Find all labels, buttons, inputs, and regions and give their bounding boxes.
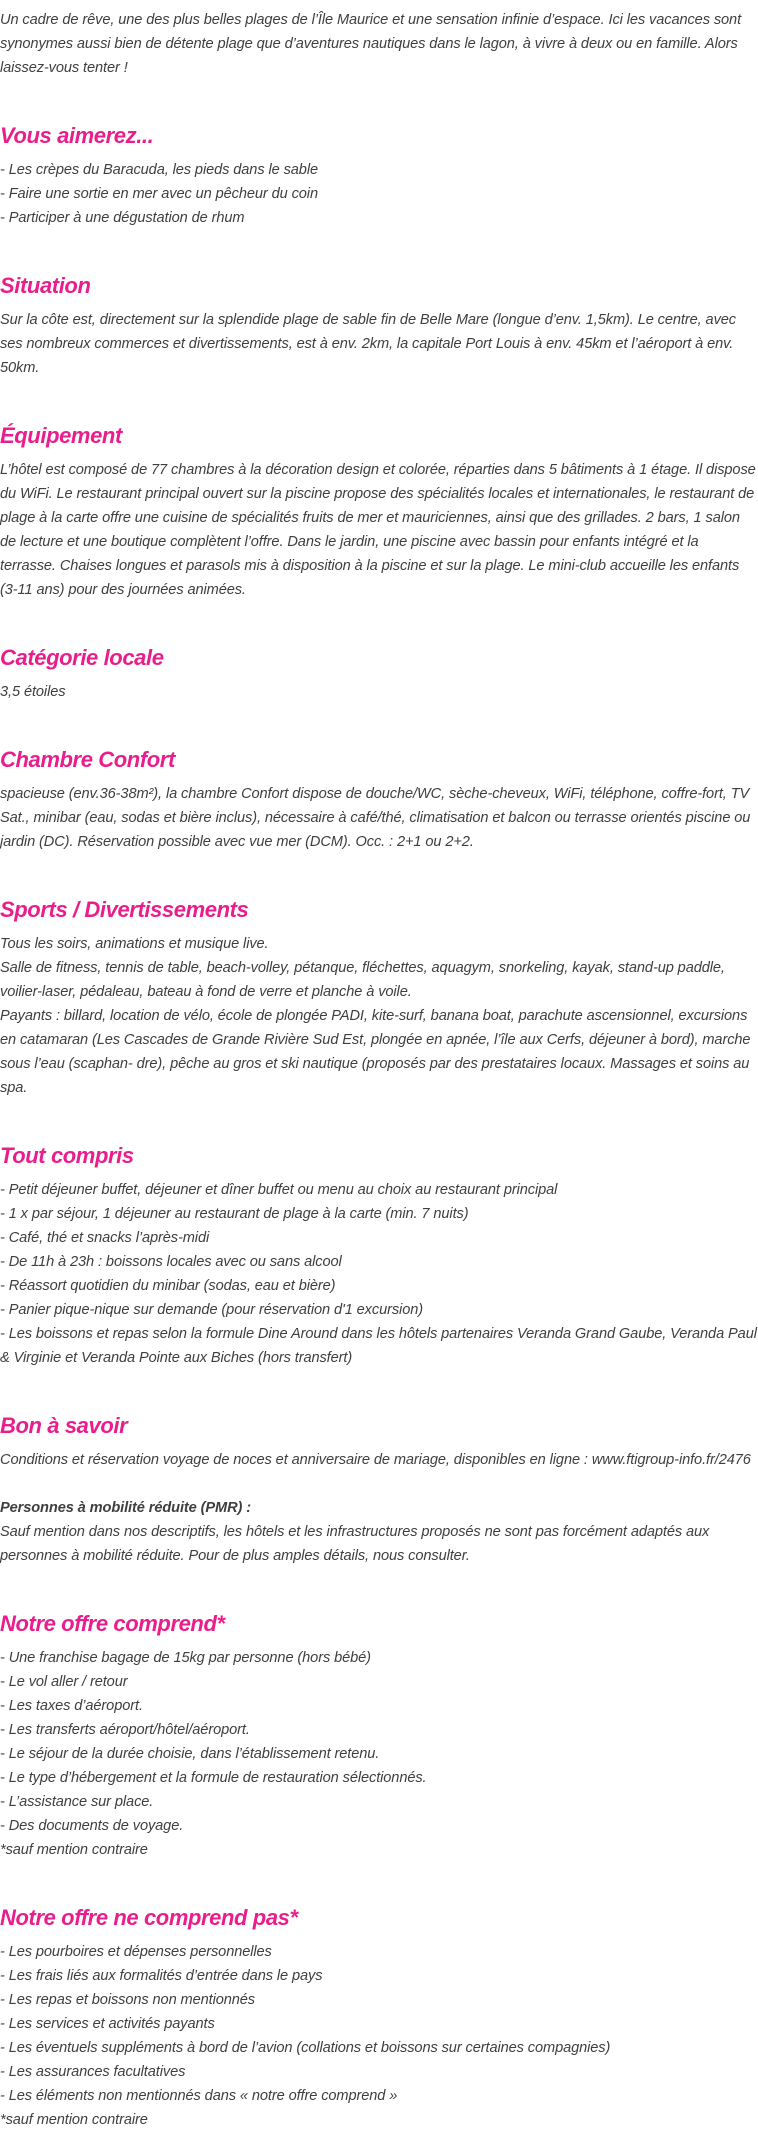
list-item: - Les taxes d’aéroport. [0, 1698, 143, 1714]
section-title: Catégorie locale [0, 645, 164, 670]
section-list [0, 932, 758, 1100]
list-item: - Les assurances facultatives [0, 2064, 186, 2080]
list-item: - Réassort quotidien du minibar (sodas, eau et bière) [0, 1278, 336, 1294]
list-item: - Panier pique-nique sur demande (pour réservation d'1 excursion) [0, 1302, 423, 1318]
section-list [0, 1178, 758, 1370]
intro-paragraph: Un cadre de rêve, une des plus belles plages de l’Île Maurice et une sensation infinie d’espace. Ici les vacances sont synonymes aussi bien de détente plage que d’aventures nautiques dans le lagon, à vivre à deux ou en famille. Alors laissez-vous tenter ! [0, 12, 742, 76]
section-title: Notre offre comprend* [0, 1611, 225, 1636]
section-text: Sur la côte est, directement sur la splendide plage de sable fin de Belle Mare (longue d’env. 1,5km). Le centre, avec ses nombreux commerces et divertissements, est à env. 2km, la capitale Port Louis à env. 45km et l’aéroport à env. 50km. [0, 312, 736, 376]
list-item: Payants : billard, location de vélo, école de plongée PADI, kite-surf, banana boat, parachute ascensionnel, excursions en catamaran (Les Cascades de Grande Rivière Sud Est, plongée en apnée, l’île aux Cerfs, déjeuner à bord), marche sous l’eau (scaphan- dre), pêche au gros et ski nautique (proposés par des prestataires locaux. Massages et soins au spa. [0, 1008, 751, 1096]
section-tout-compris [0, 1142, 758, 1370]
list-item: - L’assistance sur place. [0, 1794, 154, 1810]
pmr-label: Personnes à mobilité réduite (PMR) : [0, 1500, 252, 1516]
list-item: Salle de fitness, tennis de table, beach-volley, pétanque, fléchettes, aquagym, snorkeling, kayak, stand-up paddle, voilier-laser, pédaleau, bateau à fond de verre et planche à voile. [0, 960, 725, 1000]
section-equipement [0, 422, 758, 602]
list-item: - Les crèpes du Baracuda, les pieds dans le sable [0, 162, 318, 178]
section-offre-comprend [0, 1610, 758, 1862]
list-item: - Les repas et boissons non mentionnés [0, 1992, 255, 2008]
list-item: - Les boissons et repas selon la formule Dine Around dans les hôtels partenaires Veranda Grand Gaube, Veranda Paul & Virginie et Veranda Pointe aux Biches (hors transfert) [0, 1326, 757, 1366]
list-item: Tous les soirs, animations et musique live. [0, 936, 269, 952]
list-item: - Une franchise bagage de 15kg par personne (hors bébé) [0, 1650, 371, 1666]
section-title: Sports / Divertissements [0, 897, 249, 922]
section-title: Notre offre ne comprend pas* [0, 1905, 298, 1930]
list-item: - Participer à une dégustation de rhum [0, 210, 245, 226]
section-offre-ne-comprend-pas [0, 1904, 758, 2132]
section-title: Tout compris [0, 1143, 134, 1168]
list-item: - Café, thé et snacks l’après-midi [0, 1230, 210, 1246]
footnote: *sauf mention contraire [0, 2112, 148, 2128]
section-bon-a-savoir [0, 1412, 758, 1568]
list-item: - Les transferts aéroport/hôtel/aéroport. [0, 1722, 250, 1738]
section-text: spacieuse (env.36-38m²), la chambre Confort dispose de douche/WC, sèche-cheveux, WiFi, téléphone, coffre-fort, TV Sat., minibar (eau, sodas et bière inclus), nécessaire à café/thé, climatisation et balcon ou terrasse orientés piscine ou jardin (DC). Réservation possible avec vue mer (DCM). Occ. : 2+1 ou 2+2. [0, 786, 751, 850]
section-list [0, 1940, 758, 2132]
list-item: - Petit déjeuner buffet, déjeuner et dîner buffet ou menu au choix au restaurant principal [0, 1182, 558, 1198]
list-item: - Des documents de voyage. [0, 1818, 184, 1834]
section-title: Chambre Confort [0, 747, 175, 772]
pmr-note [0, 1496, 758, 1568]
list-item: - 1 x par séjour, 1 déjeuner au restaurant de plage à la carte (min. 7 nuits) [0, 1206, 469, 1222]
list-item: - Le vol aller / retour [0, 1674, 128, 1690]
section-list [0, 158, 758, 230]
section-list [0, 1646, 758, 1862]
list-item: - Les frais liés aux formalités d’entrée dans le pays [0, 1968, 323, 1984]
section-title: Bon à savoir [0, 1413, 128, 1438]
list-item: - De 11h à 23h : boissons locales avec ou sans alcool [0, 1254, 342, 1270]
section-title: Équipement [0, 423, 122, 448]
list-item: - Les éléments non mentionnés dans « notre offre comprend » [0, 2088, 398, 2104]
list-item: - Le séjour de la durée choisie, dans l’établissement retenu. [0, 1746, 380, 1762]
spacer [0, 1472, 758, 1496]
section-text: L’hôtel est composé de 77 chambres à la décoration design et colorée, réparties dans 5 bâtiments à 1 étage. Il dispose du WiFi. Le restaurant principal ouvert sur la piscine propose des spécialités locales et internationales, le restaurant de plage à la carte offre une cuisine de spécialités fruits de mer et mauriciennes, ainsi que des grillades. 2 bars, 1 salon de lecture et une boutique complètent l’offre. Dans le jardin, une piscine avec bassin pour enfants intégré et la terrasse. Chaises longues et parasols mis à disposition à la piscine et sur la plage. Le mini-club accueille les enfants (3-11 ans) pour des journées animées. [0, 462, 756, 598]
section-sports [0, 896, 758, 1100]
section-text: 3,5 étoiles [0, 684, 66, 700]
section-title: Situation [0, 273, 91, 298]
list-item: - Le type d’hébergement et la formule de restauration sélectionnés. [0, 1770, 427, 1786]
section-text: Conditions et réservation voyage de noces et anniversaire de mariage, disponibles en ligne : www.ftigroup-info.fr/2476 [0, 1452, 751, 1468]
list-item: - Les pourboires et dépenses personnelles [0, 1944, 272, 1960]
footnote: *sauf mention contraire [0, 1842, 148, 1858]
section-vous-aimerez [0, 122, 758, 230]
section-chambre-confort [0, 746, 758, 854]
section-situation [0, 272, 758, 380]
section-title: Vous aimerez... [0, 123, 154, 148]
section-categorie-locale [0, 644, 758, 704]
list-item: - Faire une sortie en mer avec un pêcheur du coin [0, 186, 318, 202]
pmr-text: Sauf mention dans nos descriptifs, les hôtels et les infrastructures proposés ne sont pas forcément adaptés aux personnes à mobilité réduite. Pour de plus amples détails, nous consulter. [0, 1524, 710, 1564]
list-item: - Les services et activités payants [0, 2016, 215, 2032]
list-item: - Les éventuels suppléments à bord de l’avion (collations et boissons sur certaines compagnies) [0, 2040, 611, 2056]
